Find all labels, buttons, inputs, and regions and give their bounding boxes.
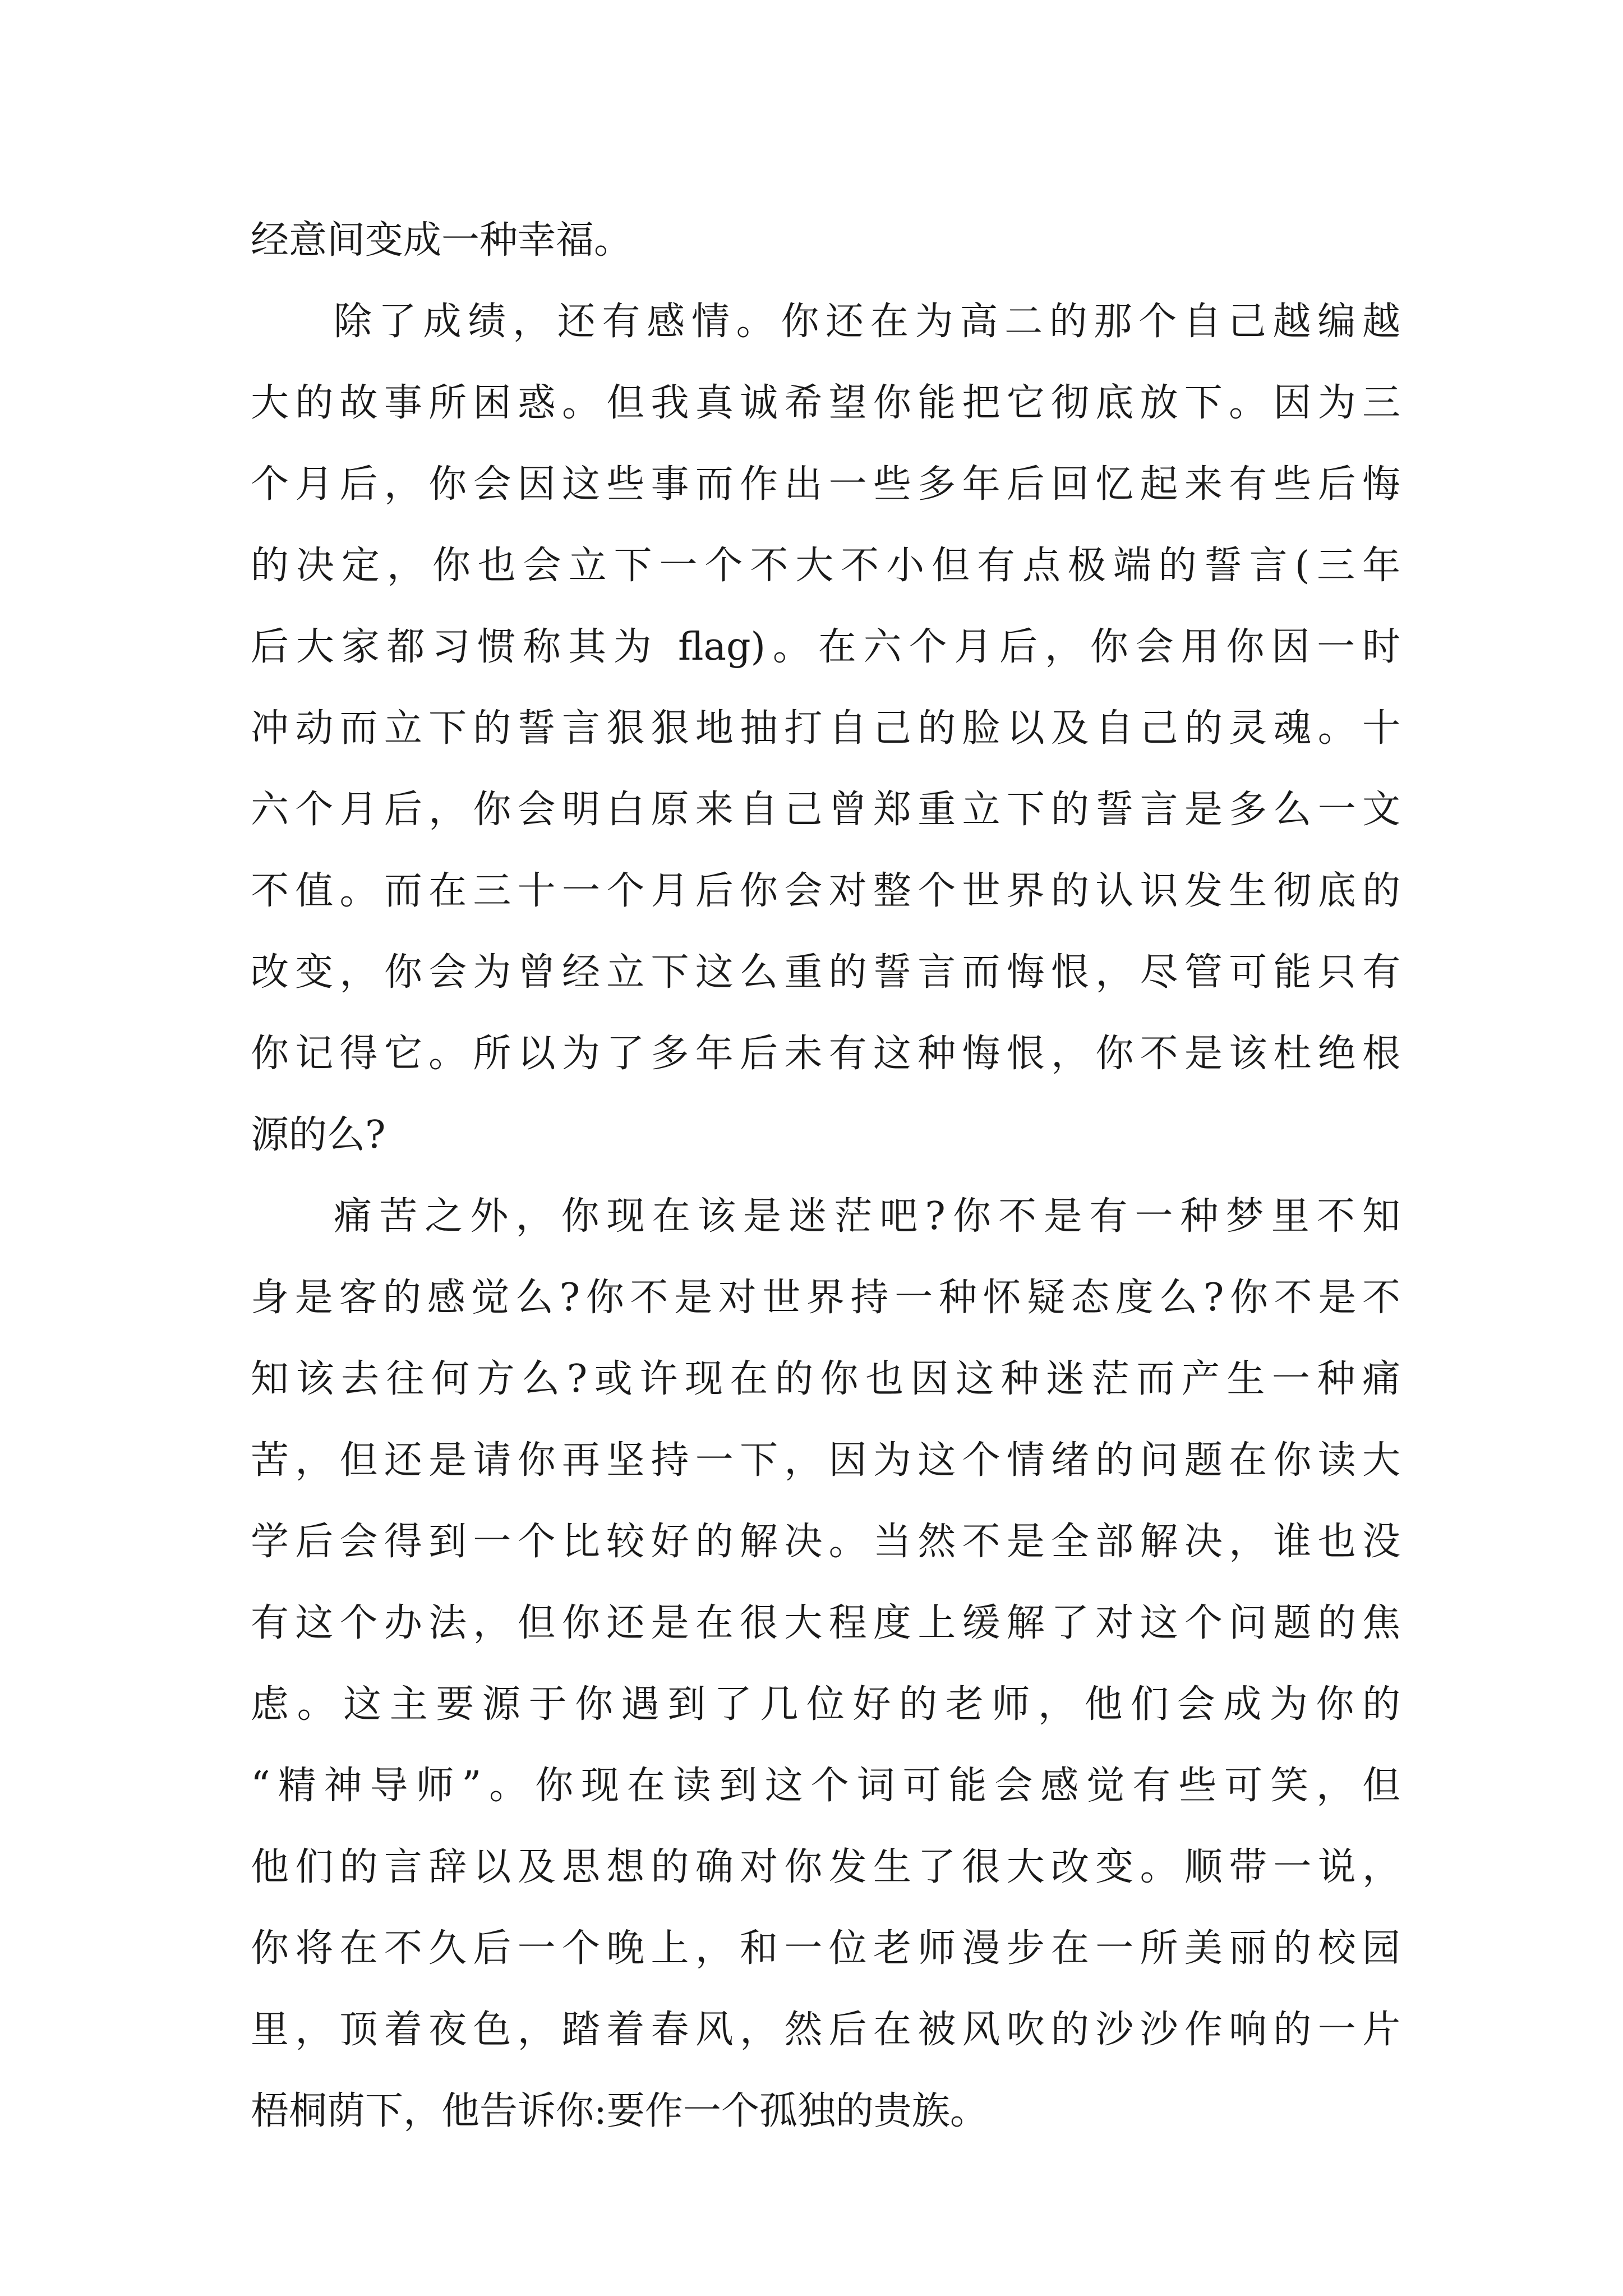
text-line: 大的故事所困惑。但我真诚希望你能把它彻底放下。因为三 xyxy=(251,381,1400,425)
text-line: 个月后，你会因这些事而作出一些多年后回忆起来有些后悔 xyxy=(251,462,1400,507)
text-line: 改变，你会为曾经立下这么重的誓言而悔恨，尽管可能只有 xyxy=(251,950,1400,995)
text-line: 后大家都习惯称其为 flag)。在六个月后，你会用你因一时 xyxy=(251,625,1400,669)
text-line: 虑。这主要源于你遇到了几位好的老师，他们会成为你的 xyxy=(251,1682,1400,1727)
text-line: 苦，但还是请你再坚持一下，因为这个情绪的问题在你读大 xyxy=(251,1438,1400,1483)
text-line: 的决定，你也会立下一个不大不小但有点极端的誓言(三年 xyxy=(251,544,1400,588)
text-line: 你记得它。所以为了多年后未有这种悔恨，你不是该杜绝根 xyxy=(251,1032,1400,1076)
text-line: 你将在不久后一个晚上，和一位老师漫步在一所美丽的校园 xyxy=(251,1926,1400,1971)
text-line: 冲动而立下的誓言狠狠地抽打自己的脸以及自己的灵魂。十 xyxy=(251,706,1400,751)
paragraph-first-line: 除了成绩，还有感情。你还在为高二的那个自己越编越 xyxy=(334,300,1400,344)
paragraph-first-line: 痛苦之外，你现在该是迷茫吧?你不是有一种梦里不知 xyxy=(334,1194,1400,1239)
text-line: 梧桐荫下，他告诉你:要作一个孤独的贵族。 xyxy=(251,2089,988,2133)
text-line: 六个月后，你会明白原来自己曾郑重立下的誓言是多么一文 xyxy=(251,788,1400,832)
document-body xyxy=(251,200,1400,2152)
text-line: 里，顶着夜色，踏着春风，然后在被风吹的沙沙作响的一片 xyxy=(251,2008,1400,2052)
text-line: 源的么? xyxy=(251,1113,386,1157)
text-line: 身是客的感觉么?你不是对世界持一种怀疑态度么?你不是不 xyxy=(251,1276,1400,1320)
text-line: “精神导师”。你现在读到这个词可能会感觉有些可笑，但 xyxy=(251,1764,1400,1808)
text-line: 学后会得到一个比较好的解决。当然不是全部解决，谁也没 xyxy=(251,1520,1400,1564)
text-line: 他们的言辞以及思想的确对你发生了很大改变。顺带一说， xyxy=(251,1845,1400,1889)
text-line: 有这个办法，但你还是在很大程度上缓解了对这个问题的焦 xyxy=(251,1601,1400,1645)
text-line: 不值。而在三十一个月后你会对整个世界的认识发生彻底的 xyxy=(251,869,1400,913)
text-line: 经意间变成一种幸福。 xyxy=(251,218,633,263)
text-line: 知该去往何方么?或许现在的你也因这种迷茫而产生一种痛 xyxy=(251,1357,1400,1401)
